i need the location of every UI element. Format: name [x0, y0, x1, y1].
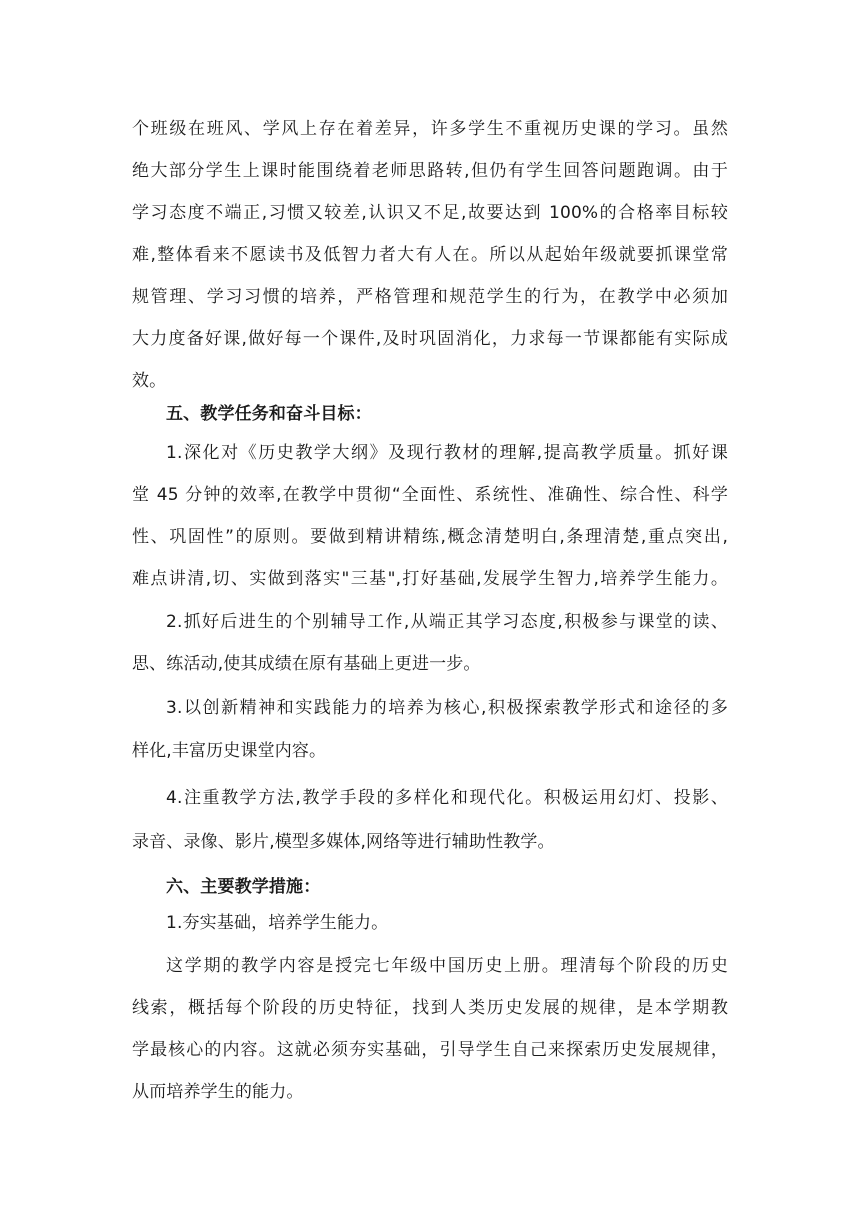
- paragraph-line: 这学期的教学内容是授完七年级中国历史上册。理清每个阶段的历史: [166, 956, 728, 976]
- paragraph-line: 从而培养学生的能力。: [132, 1082, 304, 1102]
- paragraph-line: 3.以创新精神和实践能力的培养为核心,积极探索教学形式和途径的多: [166, 698, 728, 718]
- paragraph-line: 性、巩固性”的原则。要做到精讲精练,概念清楚明白,条理清楚,重点突出,: [132, 527, 728, 547]
- paragraph-line: 绝大部分学生上课时能围绕着老师思路转,但仍有学生回答问题跑调。由于: [132, 161, 728, 181]
- paragraph-line: 2.抓好后进生的个别辅导工作,从端正其学习态度,积极参与课堂的读、: [166, 612, 728, 632]
- document-body: [132, 0, 728, 1216]
- paragraph-line: 堂 45 分钟的效率,在教学中贯彻“全面性、系统性、准确性、综合性、科学: [132, 485, 728, 505]
- paragraph-line: 思、练活动,使其成绩在原有基础上更进一步。: [132, 654, 481, 674]
- section-heading-6: 六、主要教学措施：: [166, 877, 321, 897]
- paragraph-line: 学习态度不端正,习惯又较差,认识又不足,故要达到 100%的合格率目标较: [132, 203, 728, 223]
- paragraph-line: 效。: [132, 371, 167, 391]
- paragraph-line: 1.夯实基础，培养学生能力。: [166, 913, 389, 933]
- paragraph-line: 规管理、学习习惯的培养，严格管理和规范学生的行为，在教学中必须加: [132, 287, 728, 307]
- paragraph-line: 样化,丰富历史课堂内容。: [132, 741, 327, 761]
- paragraph-line: 线索，概括每个阶段的历史特征，找到人类历史发展的规律，是本学期教: [132, 998, 728, 1018]
- paragraph-line: 录音、录像、影片,模型多媒体,网络等进行辅助性教学。: [132, 832, 555, 852]
- paragraph-line: 4.注重教学方法,教学手段的多样化和现代化。积极运用幻灯、投影、: [166, 788, 728, 808]
- paragraph-line: 难点讲清,切、实做到落实"三基",打好基础,发展学生智力,培养学生能力。: [132, 569, 728, 589]
- section-heading-5: 五、教学任务和奋斗目标：: [166, 404, 372, 424]
- paragraph-line: 难,整体看来不愿读书及低智力者大有人在。所以从起始年级就要抓课堂常: [132, 245, 728, 265]
- paragraph-line: 学最核心的内容。这就必须夯实基础，引导学生自己来探索历史发展规律，: [132, 1040, 728, 1060]
- paragraph-line: 1.深化对《历史教学大纲》及现行教材的理解,提高教学质量。抓好课: [166, 443, 728, 463]
- paragraph-line: 个班级在班风、学风上存在着差异，许多学生不重视历史课的学习。虽然: [132, 119, 728, 139]
- paragraph-line: 大力度备好课,做好每一个课件,及时巩固消化，力求每一节课都能有实际成: [132, 329, 728, 349]
